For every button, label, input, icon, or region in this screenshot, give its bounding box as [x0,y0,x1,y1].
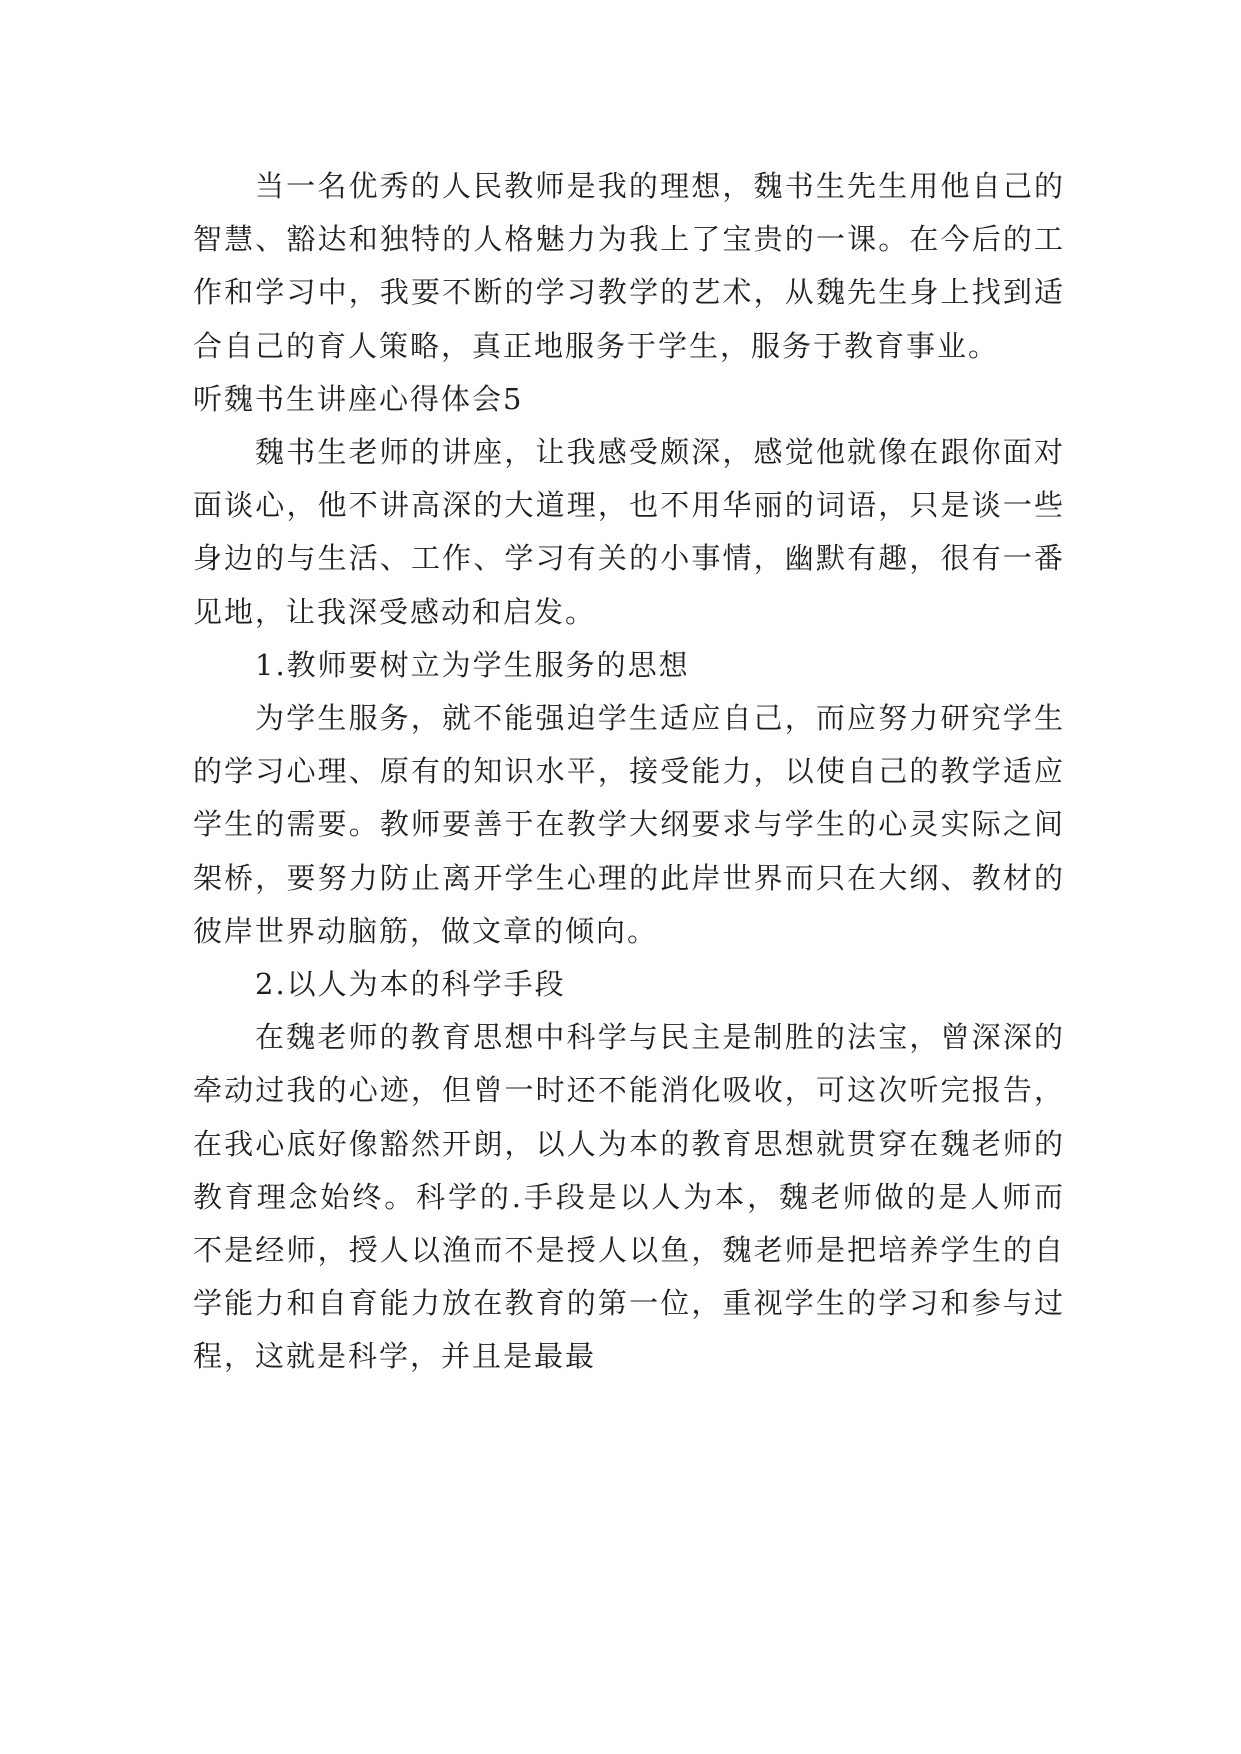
paragraph-3: 为学生服务，就不能强迫学生适应自己，而应努力研究学生的学习心理、原有的知识水平，接受能力，以使自己的教学适应学生的需要。教师要善于在教学大纲要求与学生的心灵实际之间架桥，要努力防止离开学生心理的此岸世界而只在大纲、教材的彼岸世界动脑筋，做文章的倾向。 [193,701,1065,948]
section-heading: 听魏书生讲座心得体会5 [193,381,524,416]
paragraph-2: 魏书生老师的讲座，让我感受颇深，感觉他就像在跟你面对面谈心，他不讲高深的大道理，也不用华丽的词语，只是谈一些身边的与生活、工作、学习有关的小事情，幽默有趣，很有一番见地，让我深受感动和启发。 [193,435,1065,629]
numbered-point-1: 1.教师要树立为学生服务的思想 [255,647,690,682]
paragraph-4: 在魏老师的教育思想中科学与民主是制胜的法宝，曾深深的牵动过我的心迹，但曾一时还不能消化吸收，可这次听完报告，在我心底好像豁然开朗，以人为本的教育思想就贯穿在魏老师的教育理念始终。科学的.手段是以人为本，魏老师做的是人师而不是经师，授人以渔而不是授人以鱼，魏老师是把培养学生的自学能力和自育能力放在教育的第一位，重视学生的学习和参与过程，这就是科学，并且是最最 [193,1020,1065,1374]
paragraph-1: 当一名优秀的人民教师是我的理想，魏书生先生用他自己的智慧、豁达和独特的人格魅力为我上了宝贵的一课。在今后的工作和学习中，我要不断的学习教学的艺术，从魏先生身上找到适合自己的育人策略，真正地服务于学生，服务于教育事业。 [193,169,1065,363]
document-body [193,160,1065,1384]
numbered-point-2: 2.以人为本的科学手段 [255,967,566,1002]
